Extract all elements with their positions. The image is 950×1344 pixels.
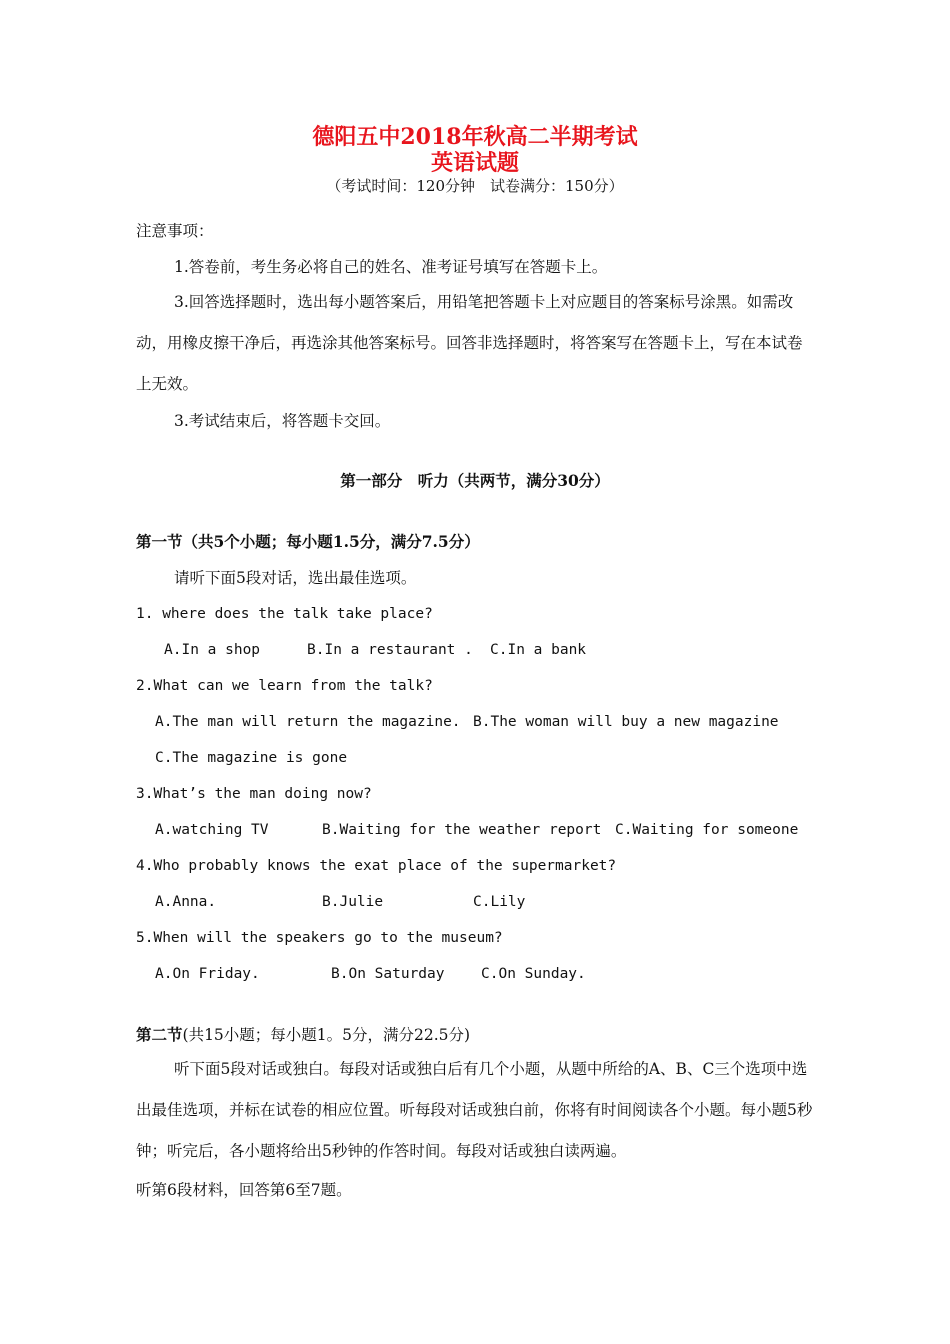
section2-material: 听第6段材料，回答第6至7题。 bbox=[136, 1181, 352, 1199]
notes-heading: 注意事项： bbox=[136, 222, 214, 240]
q5-option-a: A.On Friday. bbox=[155, 966, 260, 982]
q3-option-c: C.Waiting for someone bbox=[615, 822, 799, 838]
note-item-2: 3.回答选择题时，选出每小题答案后，用铅笔把答题卡上对应题目的答案标号涂黑。如需改动，用橡皮擦干净后，再选涂其他答案标号。回答非选择题时，将答案写在答题卡上，写在本试卷上无效。 bbox=[136, 293, 803, 393]
section2-title-detail: (共15小题；每小题1。5分，满分22.5分) bbox=[182, 1026, 471, 1044]
q2-option-a: A.The man will return the magazine. bbox=[155, 714, 461, 730]
question-4: 4.Who probably knows the exat place of the supermarket? bbox=[136, 858, 617, 874]
q3-option-a: A.watching TV bbox=[155, 822, 269, 838]
section1-instruction: 请听下面5段对话，选出最佳选项。 bbox=[174, 569, 417, 587]
q1-option-b: B.In a restaurant . bbox=[307, 642, 473, 658]
section2-title-label: 第二节 bbox=[136, 1025, 183, 1044]
note-item-3: 3.考试结束后，将答题卡交回。 bbox=[174, 412, 391, 430]
q4-option-c: C.Lily bbox=[473, 894, 526, 910]
question-3: 3.What’s the man doing now? bbox=[136, 786, 372, 802]
question-1: 1. where does the talk take place? bbox=[136, 606, 433, 622]
q5-option-b: B.On Saturday bbox=[331, 966, 445, 982]
part1-title: 第一部分 听力（共两节，满分30分） bbox=[340, 471, 610, 490]
q4-option-a: A.Anna. bbox=[155, 894, 217, 910]
q3-option-b: B.Waiting for the weather report bbox=[322, 822, 602, 838]
section1-title: 第一节（共5个小题；每小题1.5分，满分7.5分） bbox=[136, 532, 480, 551]
question-2: 2.What can we learn from the talk? bbox=[136, 678, 433, 694]
exam-meta: （考试时间：120分钟 试卷满分：150分） bbox=[326, 177, 624, 195]
exam-title: 德阳五中2018年秋高二半期考试 bbox=[312, 124, 638, 150]
question-5: 5.When will the speakers go to the museum? bbox=[136, 930, 503, 946]
section2-title bbox=[136, 1024, 470, 1046]
q1-option-c: C.In a bank bbox=[490, 642, 587, 658]
exam-subtitle: 英语试题 bbox=[430, 150, 519, 176]
q2-option-c: C.The magazine is gone bbox=[155, 750, 348, 766]
q5-option-c: C.On Sunday. bbox=[481, 966, 586, 982]
section2-instruction: 听下面5段对话或独白。每段对话或独白后有几个小题，从题中所给的A、B、C三个选项中选出最佳选项，并标在试卷的相应位置。听每段对话或独白前，你将有时间阅读各个小题。每小题5秒钟；听完后，各小题将给出5秒钟的作答时间。每段对话或独白读两遍。 bbox=[136, 1060, 813, 1160]
q1-option-a: A.In a shop bbox=[164, 642, 261, 658]
q4-option-b: B.Julie bbox=[322, 894, 384, 910]
q2-option-b: B.The woman will buy a new magazine bbox=[473, 714, 779, 730]
note-item-1: 1.答卷前，考生务必将自己的姓名、准考证号填写在答题卡上。 bbox=[174, 258, 608, 276]
